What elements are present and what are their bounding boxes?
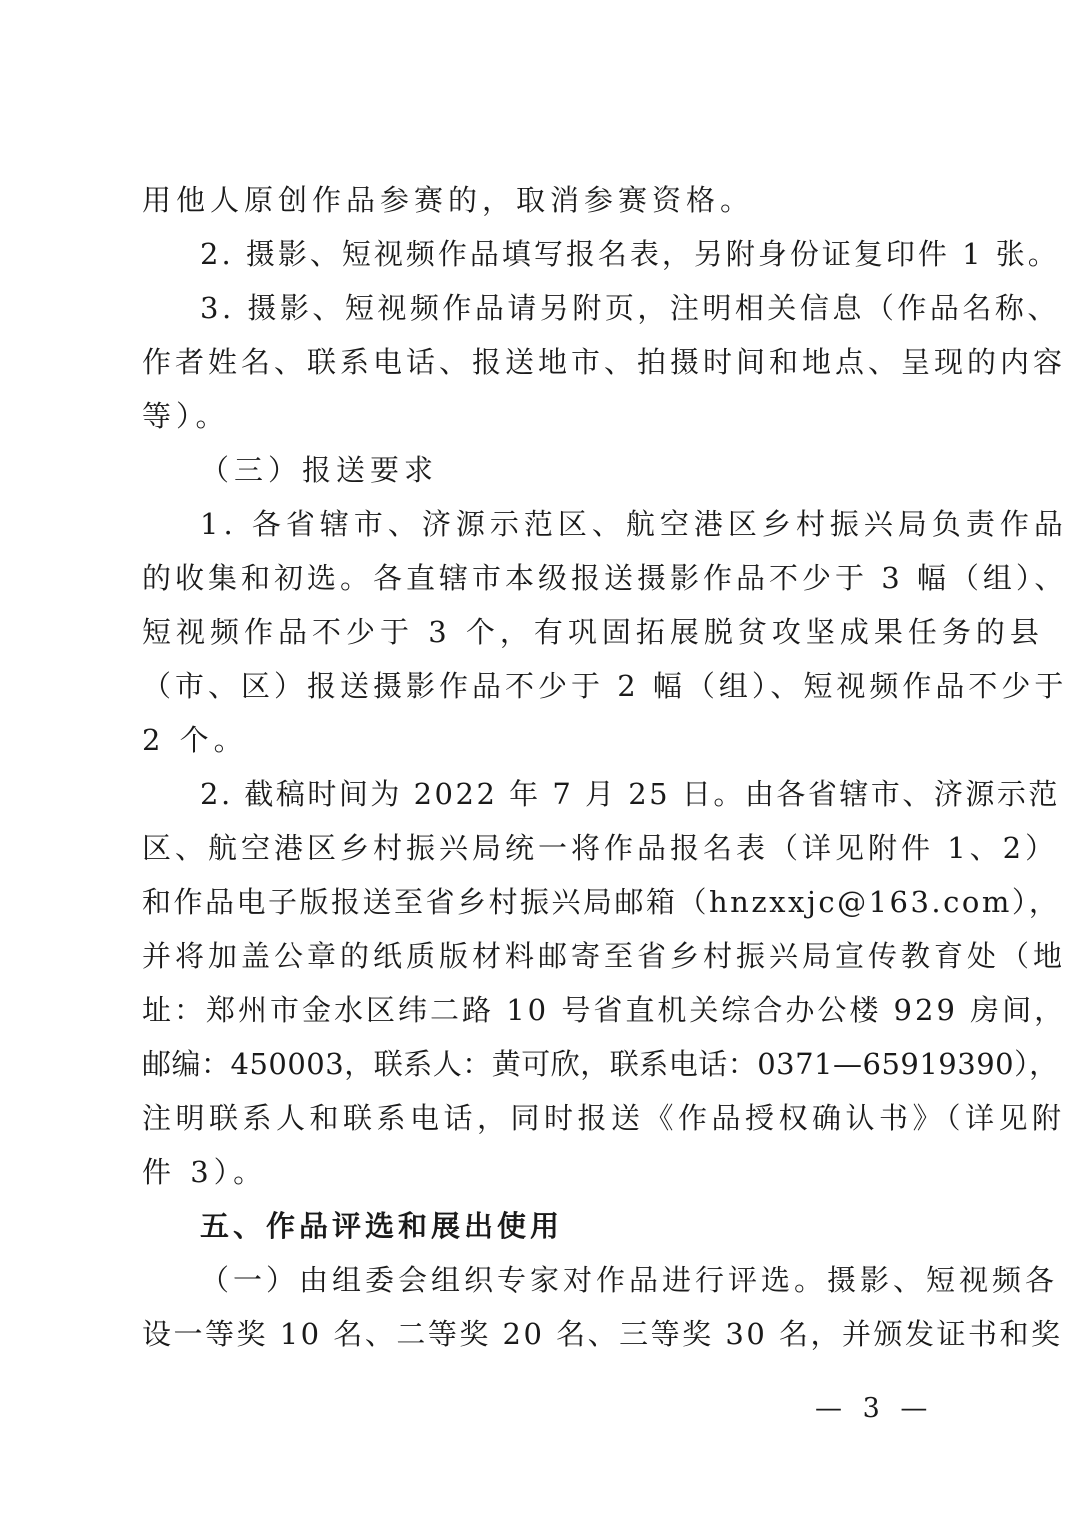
text-line: （市、区）报送摄影作品不少于 2 幅（组）、短视频作品不少于 [142,669,1068,703]
section-subheading: （三）报送要求 [200,453,439,487]
section-heading: 五、作品评选和展出使用 [200,1209,564,1243]
text-line: 设一等奖 10 名、二等奖 20 名、三等奖 30 名，并颁发证书和奖 [142,1317,1063,1351]
text-line: 邮编：450003，联系人：黄可欣，联系电话：0371—65919390）， [142,1047,1059,1081]
text-line: 用他人原创作品参赛的，取消参赛资格。 [142,183,755,217]
text-line: 3. 摄影、短视频作品请另附页，注明相关信息（作品名称、 [200,291,1060,325]
text-line: 注明联系人和联系电话，同时报送《作品授权确认书》（详见附 [142,1101,1066,1135]
text-line: 并将加盖公章的纸质版材料邮寄至省乡村振兴局宣传教育处（地 [142,939,1067,973]
text-line: （一）由组委会组织专家对作品进行评选。摄影、短视频各 [200,1263,1059,1297]
page-number: — 3 — [815,1393,934,1424]
text-line: 作者姓名、联系电话、报送地市、拍摄时间和地点、呈现的内容 [142,345,1067,379]
text-line: 和作品电子版报送至省乡村振兴局邮箱（hnzxxjc@163.com）， [142,885,1061,919]
text-line: 短视频作品不少于 3 个，有巩固拓展脱贫攻坚成果任务的县 [142,615,1044,649]
text-line: 1. 各省辖市、济源示范区、航空港区乡村振兴局负责作品 [200,507,1068,541]
text-line: 址：郑州市金水区纬二路 10 号省直机关综合办公楼 929 房间， [142,993,1067,1027]
text-line: 2 个。 [142,723,248,757]
text-line: 等）。 [142,399,230,433]
text-line: 2. 摄影、短视频作品填写报名表，另附身份证复印件 1 张。 [200,237,1060,271]
text-line: 区、航空港区乡村振兴局统一将作品报名表（详见附件 1、2） [142,831,1059,865]
text-line: 2. 截稿时间为 2022 年 7 月 25 日。由各省辖市、济源示范 [200,777,1060,811]
text-line: 的收集和初选。各直辖市本级报送摄影作品不少于 3 幅（组）、 [142,561,1068,595]
text-line: 件 3）。 [142,1155,268,1189]
